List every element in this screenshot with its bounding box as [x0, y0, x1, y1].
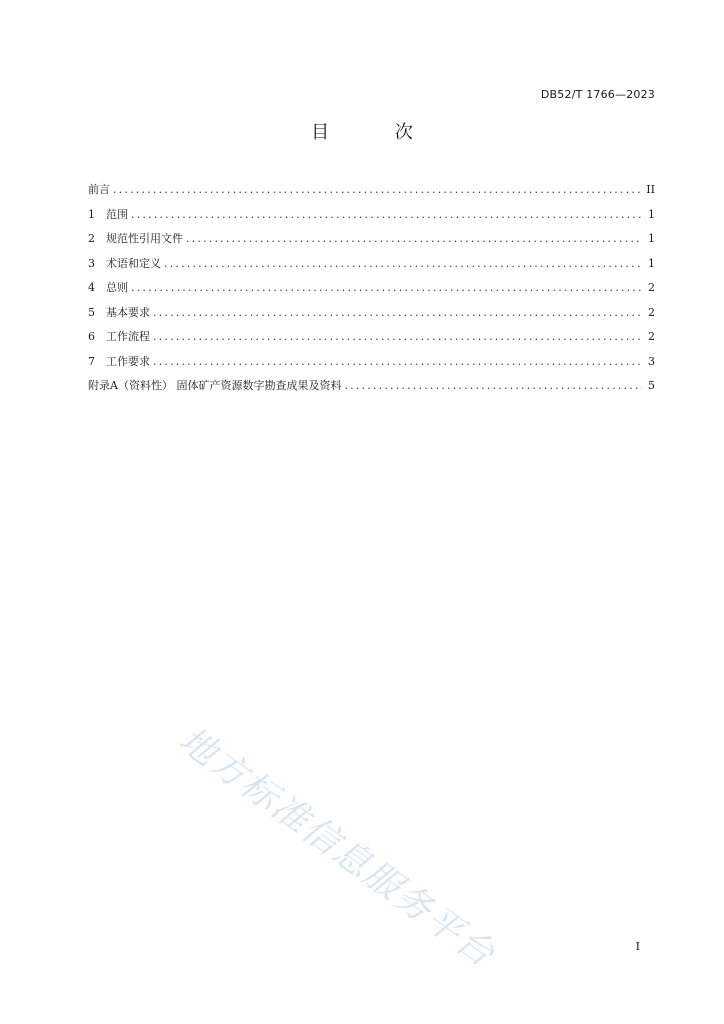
toc-leader-dots [344, 379, 642, 392]
toc-entry-page: 2 [648, 281, 655, 294]
toc-entry-label: 工作要求 [106, 354, 150, 368]
standard-code: DB52/T 1766—2023 [540, 88, 655, 101]
toc-entry-label: 规范性引用文件 [106, 232, 183, 245]
toc-entry-label: 术语和定义 [106, 256, 161, 270]
toc-entry-preface[interactable] [88, 181, 655, 206]
toc-entry-normative-references[interactable] [88, 230, 655, 255]
toc-leader-dots [131, 208, 642, 221]
toc-leader-dots [153, 330, 642, 343]
toc-entry-label: 范围 [106, 207, 128, 221]
page-title: 目 次 [311, 122, 443, 143]
toc-entry-basic-requirements[interactable] [88, 304, 655, 329]
toc-entry-page: 5 [648, 379, 655, 392]
toc-leader-dots [164, 257, 642, 270]
toc-entry-appendix-a[interactable] [88, 377, 655, 402]
toc-leader-dots [131, 281, 642, 294]
toc-entry-page: 2 [648, 330, 655, 343]
toc-entry-page: 3 [648, 354, 655, 368]
toc-entry-number: 2 [88, 232, 95, 245]
toc-leader-dots [113, 183, 642, 196]
toc-entry-number: 4 [88, 281, 95, 294]
toc-entry-number: 1 [88, 207, 95, 221]
toc-entry-terms-definitions[interactable] [88, 255, 655, 280]
toc-entry-page: 1 [648, 256, 655, 270]
toc-entry-page: 1 [648, 207, 655, 221]
toc-entry-page: II [646, 183, 655, 196]
toc-entry-work-requirements[interactable] [88, 353, 655, 378]
toc-entry-number: 6 [88, 330, 95, 343]
toc-entry-number: 3 [88, 256, 95, 270]
table-of-contents [88, 181, 655, 402]
toc-entry-number: 7 [88, 354, 95, 368]
toc-entry-label: 附录A（资料性） 固体矿产资源数字勘查成果及资料 [88, 379, 342, 392]
toc-entry-label: 前言 [88, 183, 110, 196]
toc-entry-label: 基本要求 [106, 305, 150, 319]
page-number: I [635, 940, 640, 953]
toc-leader-dots [153, 306, 642, 319]
toc-entry-scope[interactable] [88, 206, 655, 231]
toc-leader-dots [186, 232, 642, 245]
toc-entry-page: 2 [648, 305, 655, 319]
toc-entry-label: 总则 [106, 281, 128, 294]
toc-entry-number: 5 [88, 305, 95, 319]
toc-entry-label: 工作流程 [106, 330, 150, 343]
toc-entry-general[interactable] [88, 279, 655, 304]
watermark: 地方标准信息服务平台 [171, 719, 503, 976]
toc-leader-dots [153, 355, 642, 368]
toc-entry-workflow[interactable] [88, 328, 655, 353]
toc-entry-page: 1 [648, 232, 655, 245]
